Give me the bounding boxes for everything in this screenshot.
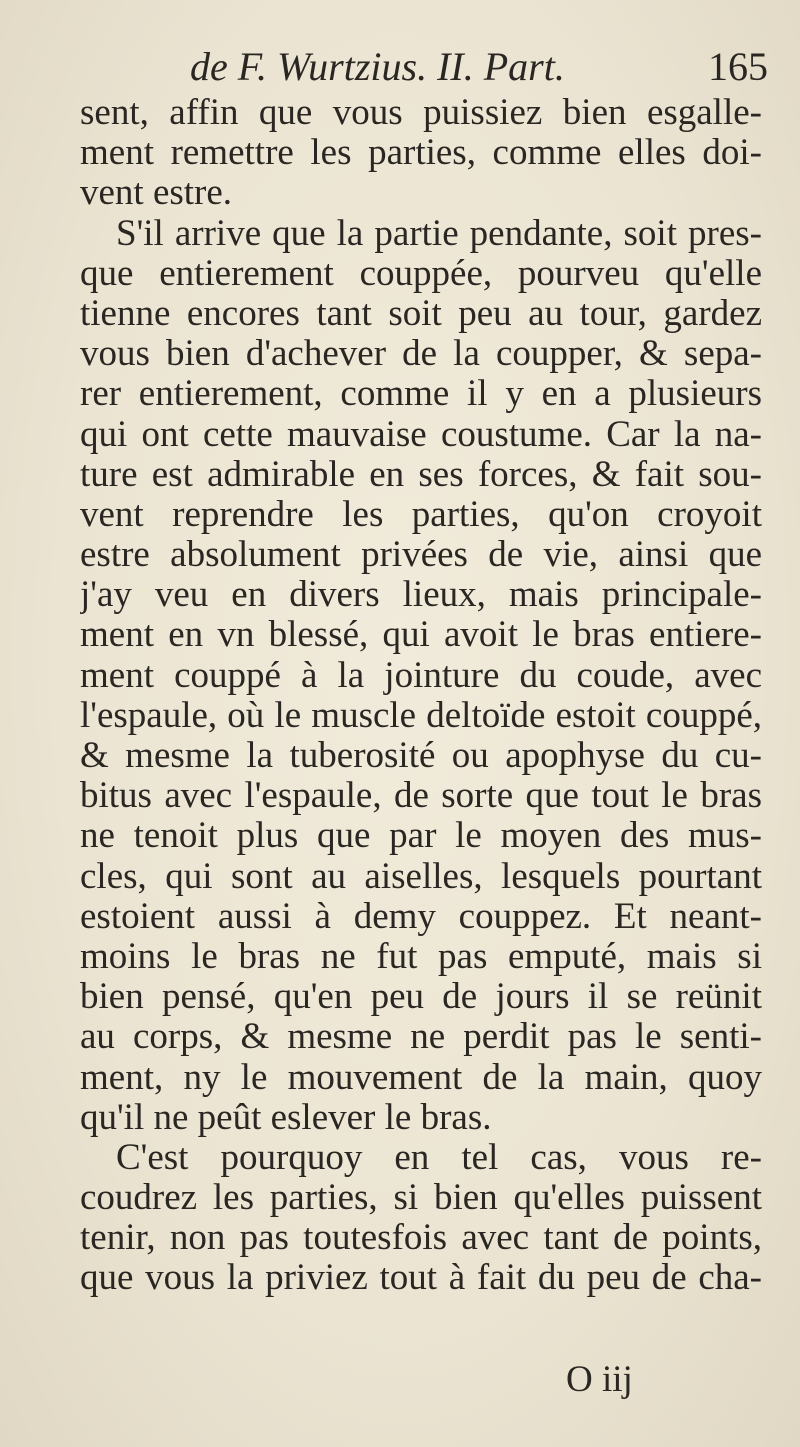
text-line: ment remettre les parties, comme elles doi-	[80, 133, 762, 174]
running-title: de F. Wurtzius. II. Part.	[190, 44, 565, 89]
text-line: vent estre.	[80, 173, 233, 214]
text-line: au corps, & mesme ne perdit pas le senti-	[80, 1017, 762, 1058]
text-line: & mesme la tuberosité ou apophyse du cu-	[80, 736, 762, 776]
text-line: j'ay veu en divers lieux, mais principale-	[80, 575, 762, 616]
running-header	[190, 42, 790, 92]
page-number: 165	[708, 44, 768, 89]
text-line: ment couppé à la jointure du coude, avec	[80, 655, 762, 696]
text-line: qui ont cette mauvaise coustume. Car la na-	[80, 414, 762, 455]
text-line: que entierement couppée, pourveu qu'elle	[80, 253, 762, 294]
text-line: qu'il ne peût eslever le bras.	[80, 1097, 492, 1138]
text-line: ne tenoit plus que par le moyen des mus-	[80, 816, 762, 857]
text-line: bitus avec l'espaule, de sorte que tout le bras	[80, 776, 762, 817]
text-line: vous bien d'achever de la coupper, & sepa-	[80, 334, 762, 375]
text-line: bien pensé, qu'en peu de jours il se reünit	[80, 977, 762, 1018]
text-line: tienne encores tant soit peu au tour, gardez	[80, 293, 762, 334]
body-text	[80, 93, 762, 1299]
text-line: ture est admirable en ses forces, & fait sou-	[80, 454, 762, 495]
text-line: S'il arrive que la partie pendante, soit pres-	[116, 213, 762, 254]
text-line: rer entierement, comme il y en a plusieurs	[80, 374, 762, 415]
text-line: l'espaule, où le muscle deltoïde estoit couppé,	[80, 695, 762, 736]
text-line: coudrez les parties, si bien qu'elles puissent	[80, 1178, 762, 1219]
text-line: ment en vn blessé, qui avoit le bras entiere-	[80, 615, 762, 656]
text-line: C'est pourquoy en tel cas, vous re-	[116, 1137, 762, 1178]
text-line: ment, ny le mouvement de la main, quoy	[80, 1057, 762, 1098]
text-line: vent reprendre les parties, qu'on croyoit	[80, 494, 762, 535]
text-line: que vous la priviez tout à fait du peu de cha-	[80, 1258, 762, 1299]
text-line: estoient aussi à demy couppez. Et neant-	[80, 896, 762, 937]
text-line: cles, qui sont au aiselles, lesquels pourtant	[80, 856, 762, 897]
signature-mark: O iij	[566, 1359, 633, 1400]
text-line: sent, affin que vous puissiez bien esgalle-	[80, 93, 762, 133]
text-line: moins le bras ne fut pas emputé, mais si	[80, 936, 762, 977]
text-line: estre absolument privées de vie, ainsi que	[80, 535, 762, 576]
text-line: tenir, non pas toutesfois avec tant de points,	[80, 1218, 762, 1259]
